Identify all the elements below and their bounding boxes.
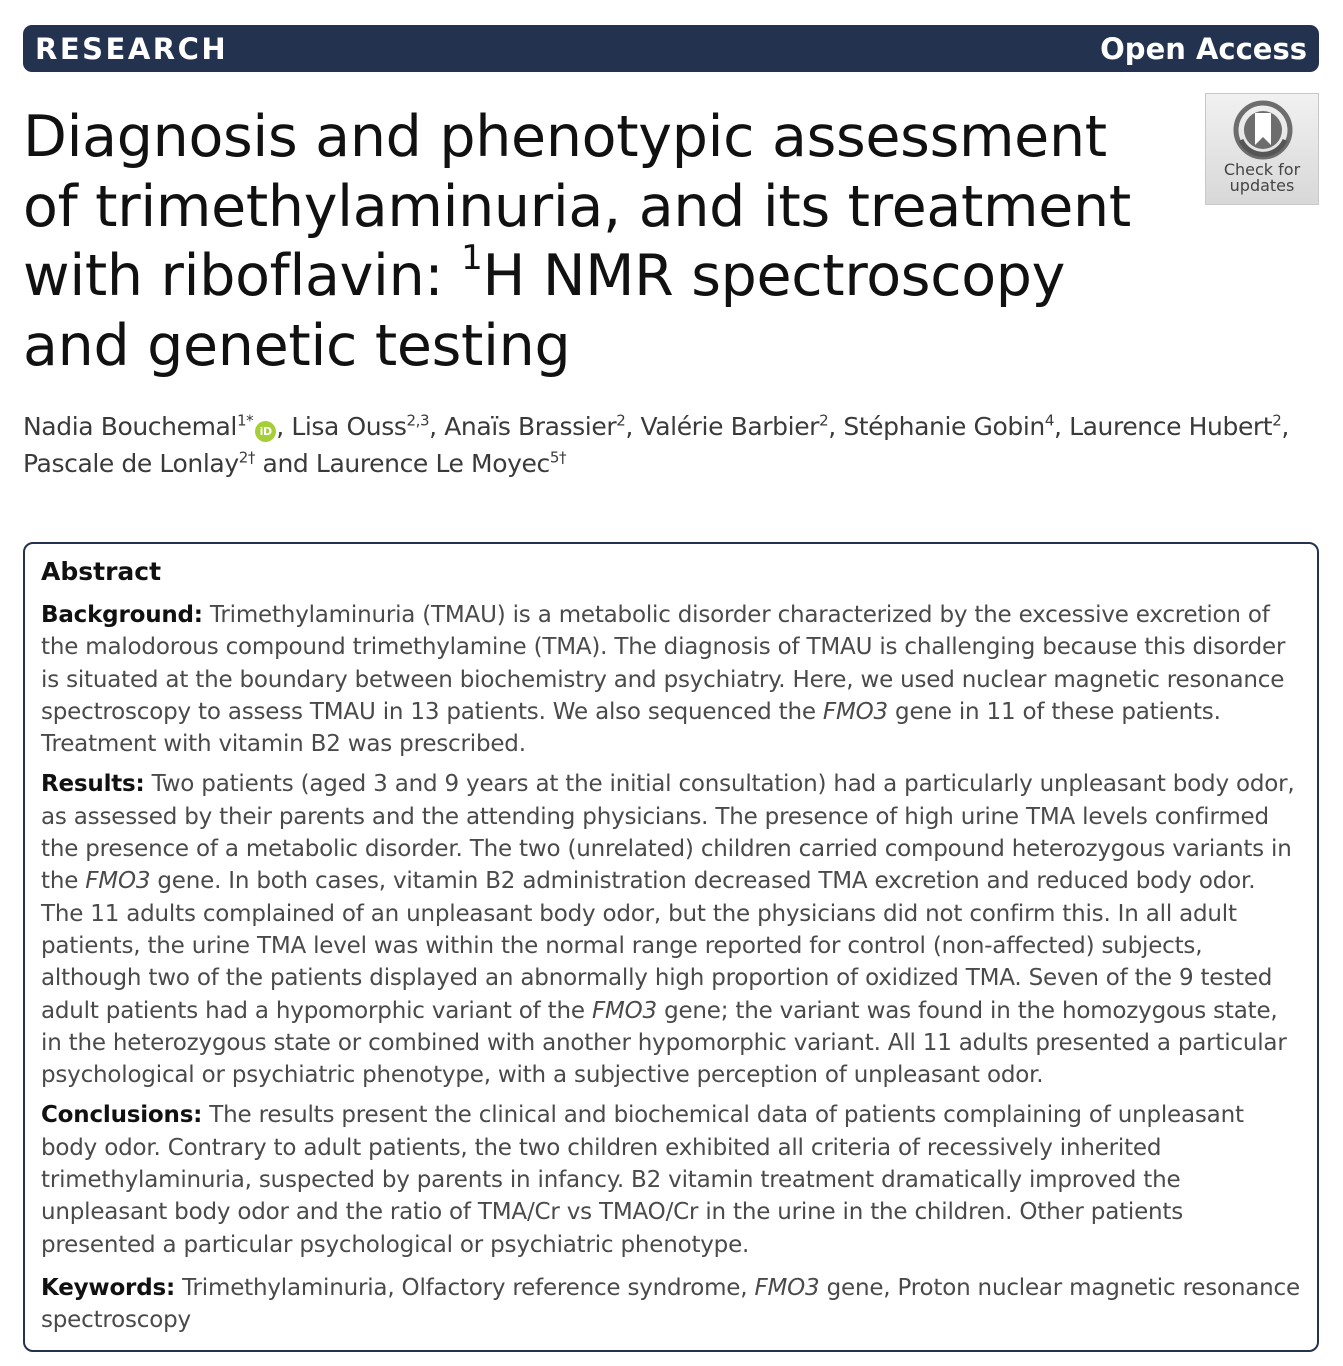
author-affiliation: 2† — [238, 448, 255, 467]
gene-name: FMO3 — [754, 1274, 820, 1301]
check-for-updates-badge[interactable] — [1205, 93, 1319, 205]
author-name[interactable]: Anaïs Brassier — [444, 412, 617, 441]
author-name[interactable]: Stéphanie Gobin — [843, 412, 1045, 441]
abstract-conclusions: Conclusions: The results present the clinical and biochemical data of patients complaining of unpleasant body odor. Contrary to adult patients, the two children exhibited all criteria of recessively inherited trimethylaminuria, suspected by parents in infancy. B2 vitamin treatment dramatically improved the unpleasant body odor and the ratio of TMA/Cr vs TMAO/Cr in the urine in the children. Other patients presented a particular psychological or psychiatric phenotype. — [41, 1102, 1244, 1258]
gene-name: FMO3 — [591, 997, 657, 1024]
author-affiliation: 5† — [549, 448, 567, 467]
author-name[interactable]: Lisa Ouss — [291, 412, 407, 441]
author-name[interactable]: Nadia Bouchemal — [23, 412, 237, 441]
author-name[interactable]: Laurence Le Moyec — [315, 449, 550, 478]
check-for-updates-text — [1206, 162, 1318, 194]
article-type-label: RESEARCH — [35, 32, 229, 66]
open-access-label: Open Access — [1100, 32, 1307, 66]
conclusions-label: Conclusions: — [41, 1102, 203, 1129]
author-name[interactable]: Valérie Barbier — [640, 412, 820, 441]
author-affiliation: 2 — [1272, 411, 1282, 430]
abstract-heading: Abstract — [41, 557, 162, 586]
gene-name: FMO3 — [85, 868, 151, 895]
abstract-results: Results: Two patients (aged 3 and 9 years at the initial consultation) had a particularly unpleasant body odor, as assessed by their parents and the attending physicians. The presence of high urine TMA levels confirmed the presence of a metabolic disorder. The two (unrelated) children carried compound heterozygous variants in the FMO3 gene. In both cases, vitamin B2 administration decreased TMA excretion and reduced body odor. The 11 adults complained of an unpleasant body odor, but the physicians did not confirm this. In all adult patients, the urine TMA level was within the normal range reported for control (non-affected) subjects, although two of the patients displayed an abnormally high proportion of oxidized TMA. Seven of the 9 tested adult patients had a hypomorphic variant of the FMO3 gene; the variant was found in the homozygous state, in the heterozygous state or combined with another hypomorphic variant. All 11 adults presented a particular psychological or psychiatric phenotype, with a subjective perception of unpleasant odor. — [41, 771, 1295, 1089]
abstract-keywords: Keywords: Trimethylaminuria, Olfactory reference syndrome, FMO3 gene, Proton nuclear magnetic resonance spectroscopy — [41, 1274, 1300, 1334]
author-affiliation: 2,3 — [406, 411, 430, 430]
author-list: Nadia Bouchemal$^{1*}$iD , Lisa Ouss$^{2,3}$, Anaïs Brassier$^2$, Valérie Barbier$^2$, Stéphanie Gobin$^4$, Laurence Hubert$^2$, Pascale de Lonlay$^{2\dagger}$ and Laurence Le Moyec$^{5\dagger}$ — [23, 411, 1289, 478]
check-for-updates-icon — [1233, 100, 1293, 160]
background-label: Background: — [41, 602, 203, 628]
author-affiliation: 2 — [616, 411, 626, 430]
title-part-1: Diagnosis and phenotypic assessment of trimethylaminuria, and its treatment with riboflavin: — [23, 104, 1131, 309]
gene-name: FMO3 — [822, 698, 888, 725]
results-label: Results: — [41, 771, 145, 798]
paper-title — [23, 103, 1143, 381]
abstract-background: Background: Trimethylaminuria (TMAU) is a metabolic disorder characterized by the excessive excretion of the malodorous compound trimethylamine (TMA). The diagnosis of TMAU is challenging because this disorder is situated at the boundary between biochemistry and psychiatry. Here, we used nuclear magnetic resonance spectroscopy to assess TMAU in 13 patients. We also sequenced the FMO3 gene in 11 of these patients. Treatment with vitamin B2 was prescribed. — [41, 602, 1286, 758]
title-part-2: H NMR spectroscopy and genetic testing — [23, 243, 1066, 379]
abstract-box — [23, 542, 1319, 1352]
cfu-line-1: Check for — [1223, 160, 1301, 179]
cfu-line-2: updates — [1229, 176, 1295, 195]
orcid-icon[interactable]: iD — [255, 421, 276, 442]
author-affiliation: 1* — [236, 411, 254, 430]
author-name[interactable]: Pascale de Lonlay — [23, 449, 239, 478]
author-affiliation: 2 — [819, 411, 829, 430]
title-superscript: 1 — [461, 238, 483, 278]
author-name[interactable]: Laurence Hubert — [1069, 412, 1273, 441]
author-affiliation: 4 — [1044, 411, 1055, 430]
keywords-label: Keywords: — [41, 1274, 175, 1301]
article-type-banner — [23, 25, 1319, 72]
